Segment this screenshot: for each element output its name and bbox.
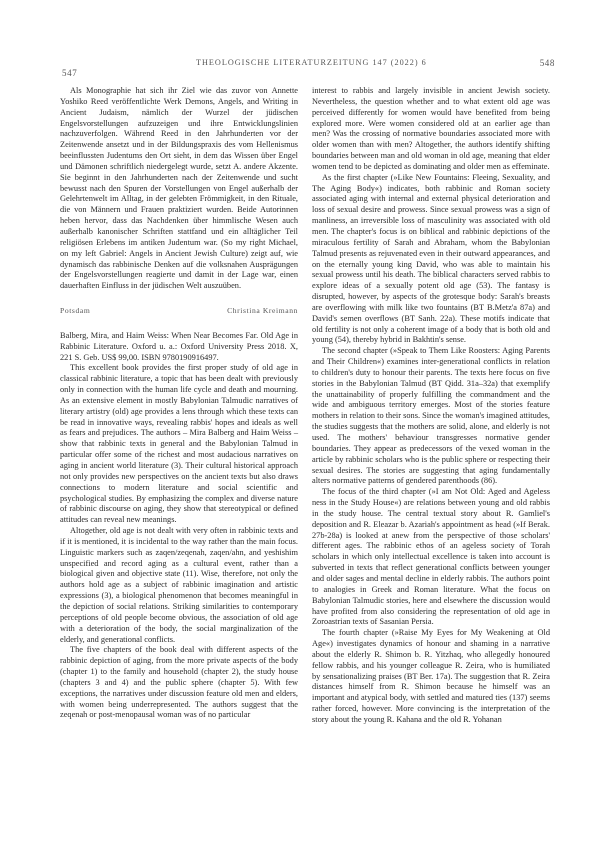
byline-place: Potsdam (60, 306, 91, 316)
journal-title: THEOLOGISCHE LITERATURZEITUNG 147 (2022) 6 (196, 58, 427, 67)
review-paragraph: The second chapter (»Speak to Them Like Roosters: Aging Parents and Their Children«) examines inter-generational conflicts in relation to children's duty to honour their parents. The texts here focus on five stories in the Babylonian Talmud (BT Qidd. 31a–32a) that exemplify the unattainability of properly fulfilling the commandment and the wide and ambiguous territory emerges. Most of the stories feature mothers in relation to their sons. Since the woman's imagined attitudes, the studies suggests that the mothers are solid, alone, and elderly is not used. The mothers' behaviour transgresses normative gender boundaries. They appear as predecessors of the vexed woman in the article by rabbinic scholars who is the public sphere or respecting their sexual desires. The stories are suggesting that aging fundamentally alters normative patterns of gendered parenthoods (86). (312, 346, 550, 486)
review-paragraph: As the first chapter (»Like New Fountains: Fleeing, Sexuality, and The Aging Body«) indicates, both rabbinic and Roman society associated aging with internal and external physical deterioration and loss of sexual desire and prowess. Since sexual prowess was a sign of manliness, an irreversible loss of masculinity was associated with old men. The chapter's focus is on biblical and rabbinic depictions of the miraculous fertility of Sarah and Abraham, whom the Babylonian Talmud presents as rejuvenated even in their outward appearances, and on the eternally young king David, who was able to maintain his sexual prowess until his death. The biblical characters served rabbis to explore ideas of a sexually potent old age (53). The fantasy is disrupted, however, by aspects of the grotesque body: Sarah's breasts are overflowing with milk like two fountains (BT B.Metz'a 87a) and David's semen overflows (BT Sanh. 22a). These motifs indicate that old fertility is not only a coherent image of a body that is both old and young (54), thereby hybrid in Bakhtin's sense. (312, 172, 550, 345)
running-head (40, 52, 555, 78)
review-paragraph: The focus of the third chapter (»I am Not Old: Aged and Ageless ness in the Study House«) are relations between young and old rabbis in the study house. The central textual story about R. Gamliel's deposition and R. Eleazar b. Azariah's appointment as head (»If Berak. 27b-28a) is looked at anew from the perspective of those scholars' different ages. The rabbinic ethos of an ageless society of Torah scholars in which only intellectual excellence is taken into account is subverted in texts that reflect generational conflicts between younger and older sages and mental decline in elderly rabbis. The authors point to analogies in Greek and Roman literature. What the focus on Babylonian Talmudic stories, here and elsewhere the discussion would have profited from also considering the representation of old age in Zoroastrian texts of Sasanian Persia. (312, 487, 550, 627)
left-column (60, 86, 298, 721)
bibliographic-entry: Balberg, Mira, and Haim Weiss: When Near Becomes Far. Old Age in Rabbinic Literature. Oxford u. a.: Oxford University Press 2018. X, 221 S. Geb. US$ 99,00. ISBN 9780190916497. (60, 330, 298, 362)
review-byline (60, 306, 298, 317)
review-paragraph: This excellent book provides the first proper study of old age in classical rabbinic literature, a topic that has been dealt with previously only in connection with the human life cycle and death and mourning. As an extensive element in mostly Babylonian Talmudic narratives of literary artistry (old) age provides a lens through which these texts can be read in innovative ways, revealing rabbis' hopes and ideals as well as fears and prejudices. The authors – Mira Balberg and Haim Weiss – show that rabbinic texts in general and the Babylonian Talmud in particular offer some of the richest and most audacious narratives on aging in ancient world literature (3). Their cultural historical approach not only provides new perspectives on the ancient texts but also draws connections to modern literature and social scientific and psychological studies. By emphasizing the complex and diverse nature of rabbinic discourse on aging, they show that stereotypical or defined attitudes can reveal new meanings. (60, 363, 298, 525)
review-paragraph: The five chapters of the book deal with different aspects of the rabbinic depiction of aging, from the more private aspects of the body (chapter 1) to the family and household (chapter 2), the study house (chapters 3 and 4) and the public sphere (chapter 5). With few exceptions, the narratives under discussion feature old men and elders, with women being underrepresented. The authors suggest that the zeqenah or post-menopausal woman was of no particular (60, 645, 298, 720)
page-number-left: 547 (62, 68, 78, 78)
review-paragraph: Altogether, old age is not dealt with very often in rabbinic texts and if it is mentioned, it is incidental to the way rather than the main focus. Linguistic markers such as zaqen/zeqenah, zaqen/ahn, and yeshishim unspecified and record aging as a cultural event, rather than a biological given and objective state (11). Wise, therefore, not only the authors hold age as a subject of rabbinic imagination and artistic expressions (3), a biological phenomenon that becomes meaningful in the depiction of social relations. Striking similarities to contemporary perceptions of old people become obvious, the association of old age with a deterioration of the body, the social marginalization of the elderly, and generational conflicts. (60, 526, 298, 644)
page-number-right: 548 (539, 58, 555, 68)
review-paragraph: interest to rabbis and largely invisible in ancient Jewish society. Nevertheless, the question whether and to what extent old age was perceived differently for women would have benefited from being explored more. Were women considered old at an earlier age than men? Was the crossing of normative boundaries associated more with older women than with men? Altogether, the authors identify shifting boundaries between man and old woman in old age, meaning that elder women tend to be depicted as dominating and older men as effeminate. (312, 86, 550, 171)
review-paragraph: Als Monographie hat sich ihr Ziel wie das zuvor von Annette Yoshiko Reed veröffentlichte Werk Demons, Angels, and Writing in Ancient Judaism, nämlich der Wurzel der jüdischen Engelsvorstellungen aufzuzeigen und ihre Entwicklungslinien nachzuverfolgen. Während Reed in den Jahrhunderten vor der Zeitenwende ansetzt und in der Bildungspraxis des vom Hellenismus beeinflussten Judentums den Ort sieht, in dem das Wissen über Engel und Dämonen schriftlich niedergelegt wurde, setzt A. andere Akzente. Sie beginnt in den Jahrhunderten nach der Zeitenwende und sucht bewusst nach den Spuren der Vorstellungen von Engel außerhalb der Gelehrtenwelt im Alltag, in der gelebten Frömmigkeit, in den Rituale, die von Männern und Frauen praktiziert wurden. Beide Autorinnen heben hervor, dass das Nachdenken über himmlische Wesen auch außerhalb kanonischer Schriften stattfand und ein alltäglicher Teil religiösen Erlebens im antiken Judentum war. (So my right Michael, on my left Gabriel: Angels in Ancient Jewish Culture) zeigt auf, wie dynamisch das rabbinische Denken auf die volksnahen Ausprägungen der Engelsvorstellungen reagierte und damit in der Lage war, einen dauerhaften Einfluss in der jüdischen Welt auszuüben. (60, 86, 298, 291)
right-column (312, 86, 550, 726)
review-paragraph: The fourth chapter (»Raise My Eyes for My Weakening at Old Age«) investigates dynamics of honour and shaming in a narrative about the elderly R. Shimon b. R. Yitzhaq, who allegedly honoured fellow rabbis, and his younger colleague R. Zeira, who is humiliated by sensationalizing praises (BT Ber. 17a). The suggestion that R. Zeira distances himself from R. Shimon because he himself was an important and atypical body, with settled and matured ties (137) seems rather forced, however. More convincing is the interpretation of the story about the young R. Kahana and the old R. Yohanan (312, 628, 550, 724)
byline-author: Christina Kreimann (227, 306, 298, 316)
